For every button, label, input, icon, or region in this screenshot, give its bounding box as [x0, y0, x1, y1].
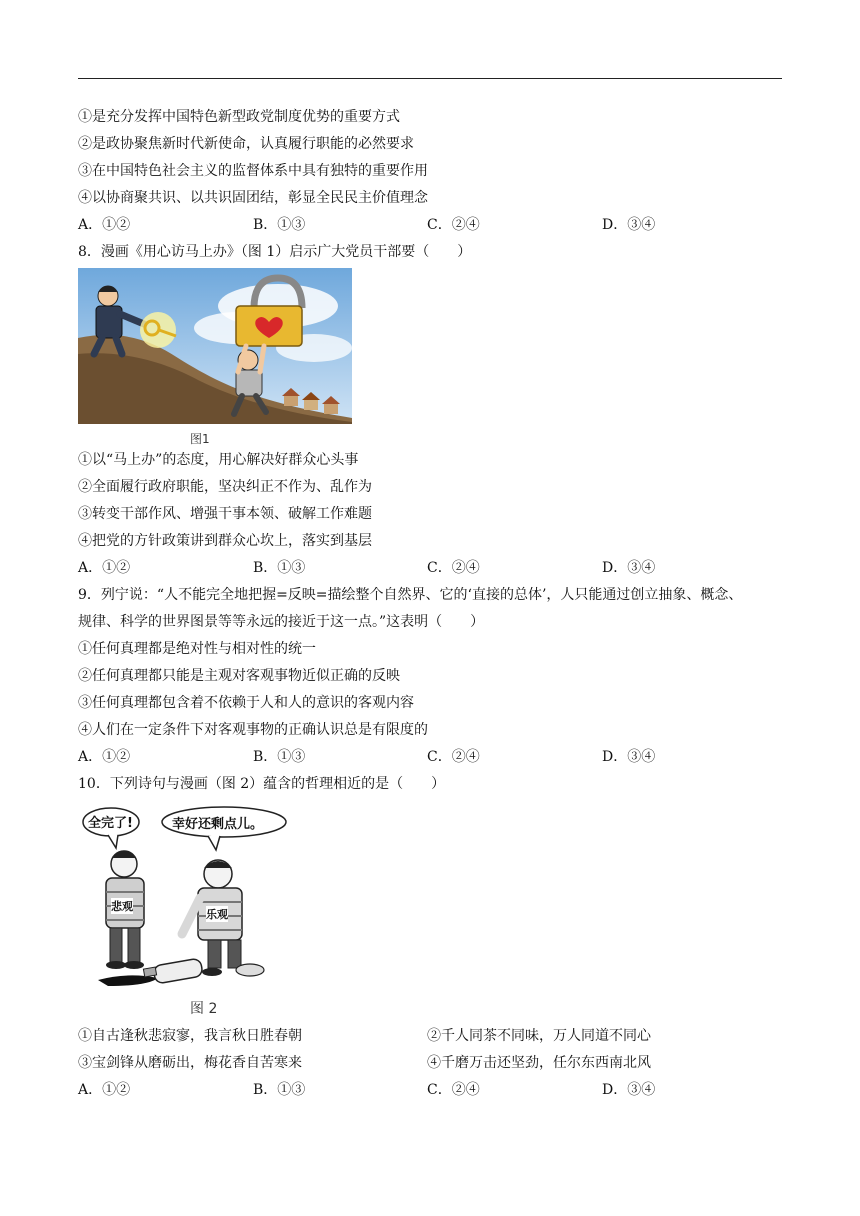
figure-1-illustration — [78, 268, 352, 424]
shirt-label-right: 乐观 — [206, 908, 228, 921]
key-icon — [140, 312, 176, 348]
q7-option-1: ①是充分发挥中国特色新型政党制度优势的重要方式 — [78, 109, 400, 125]
q9-choice-c: C．②④ — [427, 749, 480, 765]
q9-option-3: ③任何真理都包含着不依赖于人和人的意识的客观内容 — [78, 695, 414, 711]
q8-choice-b: B．①③ — [253, 560, 306, 576]
q8-stem: 8．漫画《用心访马上办》（图 1）启示广大党员干部要（ ） — [78, 244, 472, 260]
q7-choice-d: D．③④ — [602, 217, 656, 233]
q10-choice-d: D．③④ — [602, 1082, 656, 1098]
q8-option-2: ②全面履行政府职能，坚决纠正不作为、乱作为 — [78, 479, 372, 495]
q7-option-2: ②是政协聚焦新时代新使命，认真履行职能的必然要求 — [78, 136, 414, 152]
q7-choice-c: C．②④ — [427, 217, 480, 233]
q7-choice-b: B．①③ — [253, 217, 306, 233]
header-rule — [78, 78, 782, 79]
q10-choice-a: A．①② — [78, 1082, 131, 1098]
q9-stem-line-2: 规律、科学的世界图景等等永远的接近于这一点。”这表明（ ） — [78, 614, 485, 630]
q8-choice-a: A．①② — [78, 560, 131, 576]
speech-bubble-right: 幸好还剩点儿。 — [172, 817, 264, 832]
q8-option-1: ①以“马上办”的态度，用心解决好群众心头事 — [78, 452, 359, 468]
q10-option-4: ④千磨万击还坚劲，任尔东西南北风 — [427, 1055, 651, 1071]
figure-1-cartoon — [78, 268, 352, 448]
q10-choice-c: C．②④ — [427, 1082, 480, 1098]
q8-choice-d: D．③④ — [602, 560, 656, 576]
q7-option-4: ④以协商聚共识、以共识固团结，彰显全民民主价值理念 — [78, 190, 428, 206]
q9-choice-b: B．①③ — [253, 749, 306, 765]
q9-choice-a: A．①② — [78, 749, 131, 765]
q8-option-4: ④把党的方针政策讲到群众心坎上，落实到基层 — [78, 533, 372, 549]
q8-option-3: ③转变干部作风、增强干事本领、破解工作难题 — [78, 506, 372, 522]
q9-option-4: ④人们在一定条件下对客观事物的正确认识总是有限度的 — [78, 722, 428, 738]
q10-option-3: ③宝剑锋从磨砺出，梅花香自苦寒来 — [78, 1055, 302, 1071]
q10-option-1: ①自古逢秋悲寂寥，我言秋日胜春朝 — [78, 1028, 302, 1044]
q9-choice-d: D．③④ — [602, 749, 656, 765]
speech-bubble-left: 全完了! — [88, 816, 133, 831]
q9-option-1: ①任何真理都是绝对性与相对性的统一 — [78, 641, 316, 657]
q10-stem: 10．下列诗句与漫画（图 2）蕴含的哲理相近的是（ ） — [78, 776, 446, 792]
shirt-label-left: 悲观 — [111, 900, 133, 913]
q8-choice-c: C．②④ — [427, 560, 480, 576]
q7-option-3: ③在中国特色社会主义的监督体系中具有独特的重要作用 — [78, 163, 428, 179]
q9-option-2: ②任何真理都只能是主观对客观事物近似正确的反映 — [78, 668, 400, 684]
figure-2-caption: 图 2 — [190, 1001, 218, 1017]
q10-choice-b: B．①③ — [253, 1082, 306, 1098]
q10-option-2: ②千人同茶不同味，万人同道不同心 — [427, 1028, 651, 1044]
q7-choice-a: A．①② — [78, 217, 131, 233]
q9-stem-line-1: 9．列宁说：“人不能完全地把握=反映=描绘整个自然界、它的‘直接的总体’，人只能通过创立抽象、概念、 — [78, 587, 743, 603]
figure-2-cartoon — [78, 802, 296, 1022]
figure-1-caption: 图1 — [190, 432, 210, 446]
